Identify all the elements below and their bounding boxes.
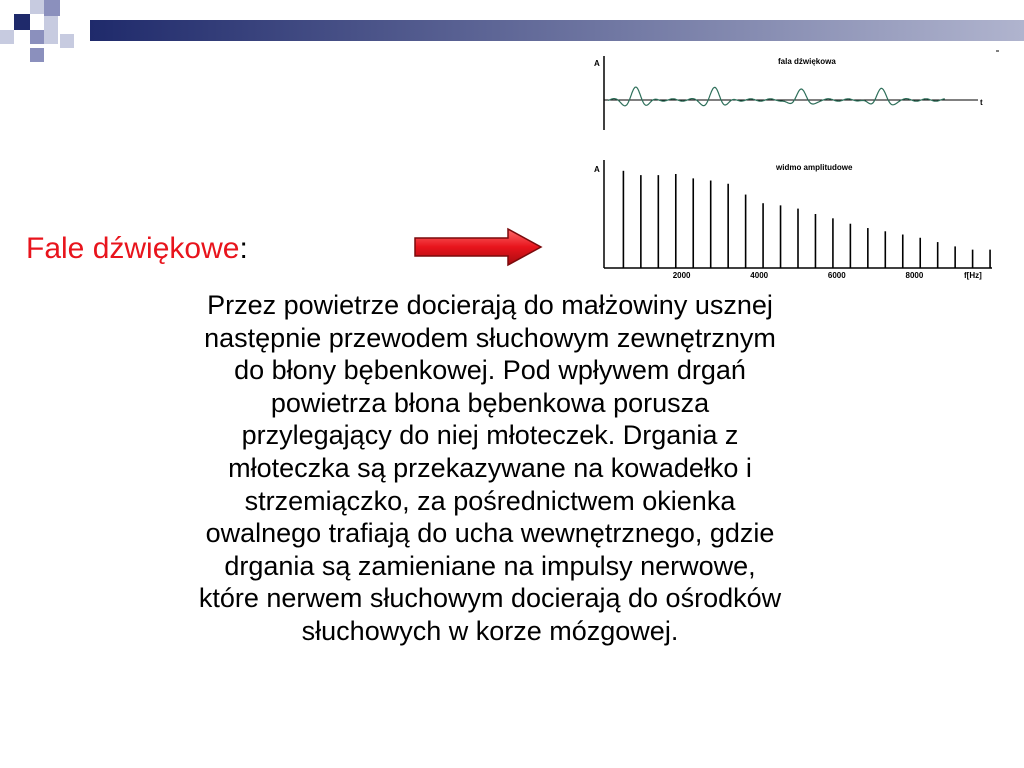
corner-squares-decoration bbox=[0, 0, 92, 62]
body-line: następnie przewodem słuchowym zewnętrznym bbox=[204, 322, 776, 353]
spectrum-tick-label: 6000 bbox=[827, 271, 846, 280]
spectrum-bars bbox=[623, 171, 990, 268]
header-gradient-bar bbox=[90, 20, 1024, 41]
sound-wave-chart bbox=[590, 48, 1000, 138]
wave-y-label: A bbox=[594, 59, 600, 68]
body-line: przylegający do niej młoteczek. Drgania z bbox=[241, 420, 739, 451]
spectrum-tick-label: 8000 bbox=[905, 271, 924, 280]
right-arrow-icon bbox=[412, 226, 544, 268]
amplitude-spectrum-chart bbox=[590, 156, 1000, 286]
body-line: strzemiączko, za pośrednictwem okienka bbox=[244, 485, 736, 516]
body-line: Przez powietrze docierają do małżowiny usznej bbox=[207, 290, 773, 320]
slide-heading bbox=[26, 232, 248, 266]
spectrum-y-label: A bbox=[594, 165, 600, 174]
body-line: młoteczka są przekazywane na kowadełko i bbox=[228, 452, 752, 483]
body-line: drgania są zamieniane na impulsy nerwowe, bbox=[224, 550, 756, 581]
body-line: powietrza błona bębenkowa porusza bbox=[270, 387, 710, 418]
body-line: słuchowych w korze mózgowej. bbox=[301, 615, 679, 646]
body-line: do błony bębenkowej. Pod wpływem drgań bbox=[234, 355, 746, 386]
spectrum-tick-label: 2000 bbox=[672, 271, 691, 280]
wave-title: fala dźwiękowa bbox=[778, 57, 836, 66]
heading-title: Fale dźwiękowe bbox=[26, 232, 240, 265]
spectrum-x-label: f[Hz] bbox=[964, 271, 982, 280]
spectrum-tick-label: 4000 bbox=[750, 271, 769, 280]
spectrum-title: widmo amplitudowe bbox=[776, 163, 853, 172]
sound-wave-line bbox=[608, 87, 945, 106]
body-line: które nerwem słuchowym docierają do ośrodków bbox=[198, 583, 782, 614]
body-paragraph bbox=[40, 289, 940, 648]
wave-x-label: t bbox=[980, 98, 983, 107]
heading-colon: : bbox=[239, 232, 248, 265]
body-line: owalnego trafiają do ucha wewnętrznego, gdzie bbox=[205, 518, 775, 549]
spectrum-tick-labels bbox=[673, 271, 924, 280]
